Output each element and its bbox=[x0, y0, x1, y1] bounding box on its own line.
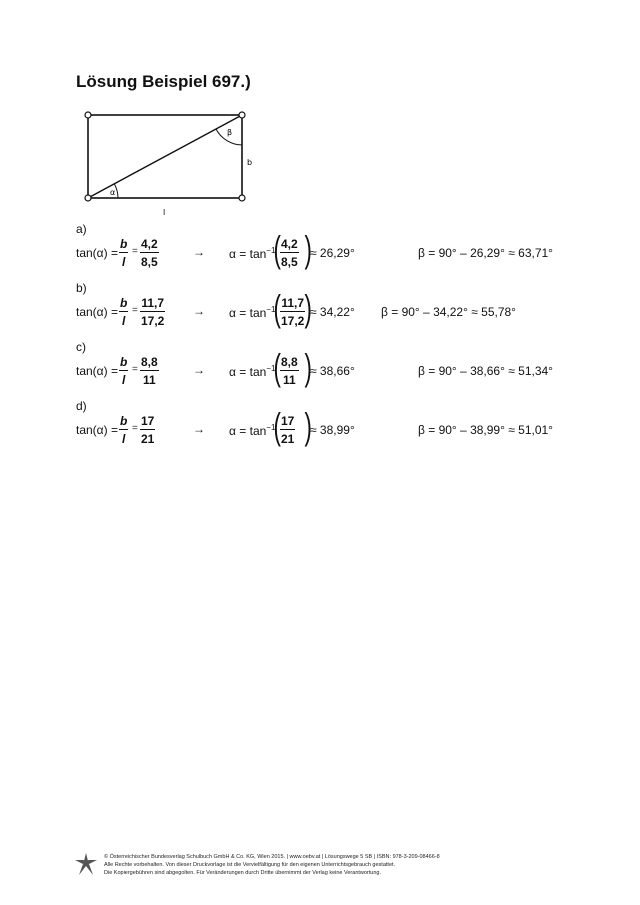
ratio-b-over-l: $\frac{b}{l}$ bbox=[120, 296, 128, 328]
equals-sign: = bbox=[132, 305, 138, 316]
ratio-b-over-l: $\frac{b}{l}$ bbox=[120, 355, 128, 387]
alpha-formula: $\alpha = \tan^{-1}$ bbox=[229, 364, 276, 379]
right-paren: ) bbox=[304, 406, 312, 447]
arctan-fraction: $\frac{8,8}{11}$ bbox=[281, 355, 298, 387]
arrow-icon: → bbox=[193, 304, 205, 318]
value-fraction: $\frac{17}{21}$ bbox=[141, 414, 155, 446]
tan-lhs: tan(α) = bbox=[76, 423, 118, 437]
alpha-result: ≈ 38,99° bbox=[310, 423, 355, 437]
publisher-logo-icon bbox=[73, 851, 99, 877]
footer-copyright bbox=[104, 853, 440, 877]
beta-result: β = 90° – 38,66° ≈ 51,34° bbox=[418, 364, 553, 378]
alpha-formula: $\alpha = \tan^{-1}$ bbox=[229, 423, 276, 438]
tan-lhs: tan(α) = bbox=[76, 364, 118, 378]
page-title: Lösung Beispiel 697.) bbox=[76, 72, 251, 91]
part-label-b: b) bbox=[76, 281, 87, 295]
alpha-formula: $\alpha = \tan^{-1}$ bbox=[229, 246, 276, 261]
side-b-label: b bbox=[247, 158, 253, 167]
footer-line: © Österreichischer Bundesverlag Schulbuch GmbH & Co. KG, Wien 2015. | www.oebv.at | Lösungswege 5 SB | ISBN: 978-3-209-08466-8 bbox=[104, 854, 440, 860]
beta-result: β = 90° – 38,99° ≈ 51,01° bbox=[418, 423, 553, 437]
part-label-a: a) bbox=[76, 222, 87, 236]
beta-label: β bbox=[227, 128, 233, 137]
alpha-label: α bbox=[110, 188, 116, 197]
alpha-result: ≈ 38,66° bbox=[310, 364, 355, 378]
left-paren: ( bbox=[273, 288, 281, 329]
equation-row-a bbox=[76, 229, 556, 273]
right-paren: ) bbox=[304, 229, 312, 270]
footer-line: Die Kopiergebühren sind abgegolten. Für Veränderungen durch Dritte übernimmt der Verlag keine Verantwortung. bbox=[104, 870, 382, 876]
tan-lhs: tan(α) = bbox=[76, 305, 118, 319]
equation-row-b bbox=[76, 288, 556, 332]
left-paren: ( bbox=[273, 229, 281, 270]
corner-point bbox=[239, 195, 245, 201]
ratio-b-over-l: $\frac{b}{l}$ bbox=[120, 414, 128, 446]
value-fraction: $\frac{4,2}{8,5}$ bbox=[141, 237, 158, 269]
alpha-formula: $\alpha = \tan^{-1}$ bbox=[229, 305, 276, 320]
equation-row-c bbox=[76, 347, 556, 391]
footer-line: Alle Rechte vorbehalten. Von dieser Druckvorlage ist die Vervielfältigung für den eigenen Unterrichtsgebrauch gestattet. bbox=[104, 862, 396, 868]
alpha-result: ≈ 26,29° bbox=[310, 246, 355, 260]
corner-point bbox=[85, 112, 91, 118]
part-label-c: c) bbox=[76, 340, 86, 354]
right-paren: ) bbox=[304, 347, 312, 388]
value-fraction: $\frac{8,8}{11}$ bbox=[141, 355, 158, 387]
corner-point bbox=[239, 112, 245, 118]
beta-result: β = 90° – 34,22° ≈ 55,78° bbox=[381, 305, 516, 319]
ratio-b-over-l: $\frac{b}{l}$ bbox=[120, 237, 128, 269]
arrow-icon: → bbox=[193, 422, 205, 436]
tan-lhs: tan(α) = bbox=[76, 246, 118, 260]
equals-sign: = bbox=[132, 246, 138, 257]
arrow-icon: → bbox=[193, 245, 205, 259]
part-label-d: d) bbox=[76, 399, 87, 413]
side-l-label: l bbox=[163, 208, 166, 217]
diagonal-line bbox=[88, 115, 242, 198]
arctan-fraction: $\frac{11,7}{17,2}$ bbox=[281, 296, 305, 328]
alpha-result: ≈ 34,22° bbox=[310, 305, 355, 319]
corner-point bbox=[85, 195, 91, 201]
value-fraction: $\frac{11,7}{17,2}$ bbox=[141, 296, 165, 328]
equals-sign: = bbox=[132, 423, 138, 434]
left-paren: ( bbox=[273, 347, 281, 388]
arctan-fraction: $\frac{4,2}{8,5}$ bbox=[281, 237, 298, 269]
equals-sign: = bbox=[132, 364, 138, 375]
rectangle-figure bbox=[80, 108, 280, 218]
arrow-icon: → bbox=[193, 363, 205, 377]
beta-result: β = 90° – 26,29° ≈ 63,71° bbox=[418, 246, 553, 260]
arctan-fraction: $\frac{17}{21}$ bbox=[281, 414, 295, 446]
left-paren: ( bbox=[273, 406, 281, 447]
equation-row-d bbox=[76, 406, 556, 450]
right-paren: ) bbox=[304, 288, 312, 329]
